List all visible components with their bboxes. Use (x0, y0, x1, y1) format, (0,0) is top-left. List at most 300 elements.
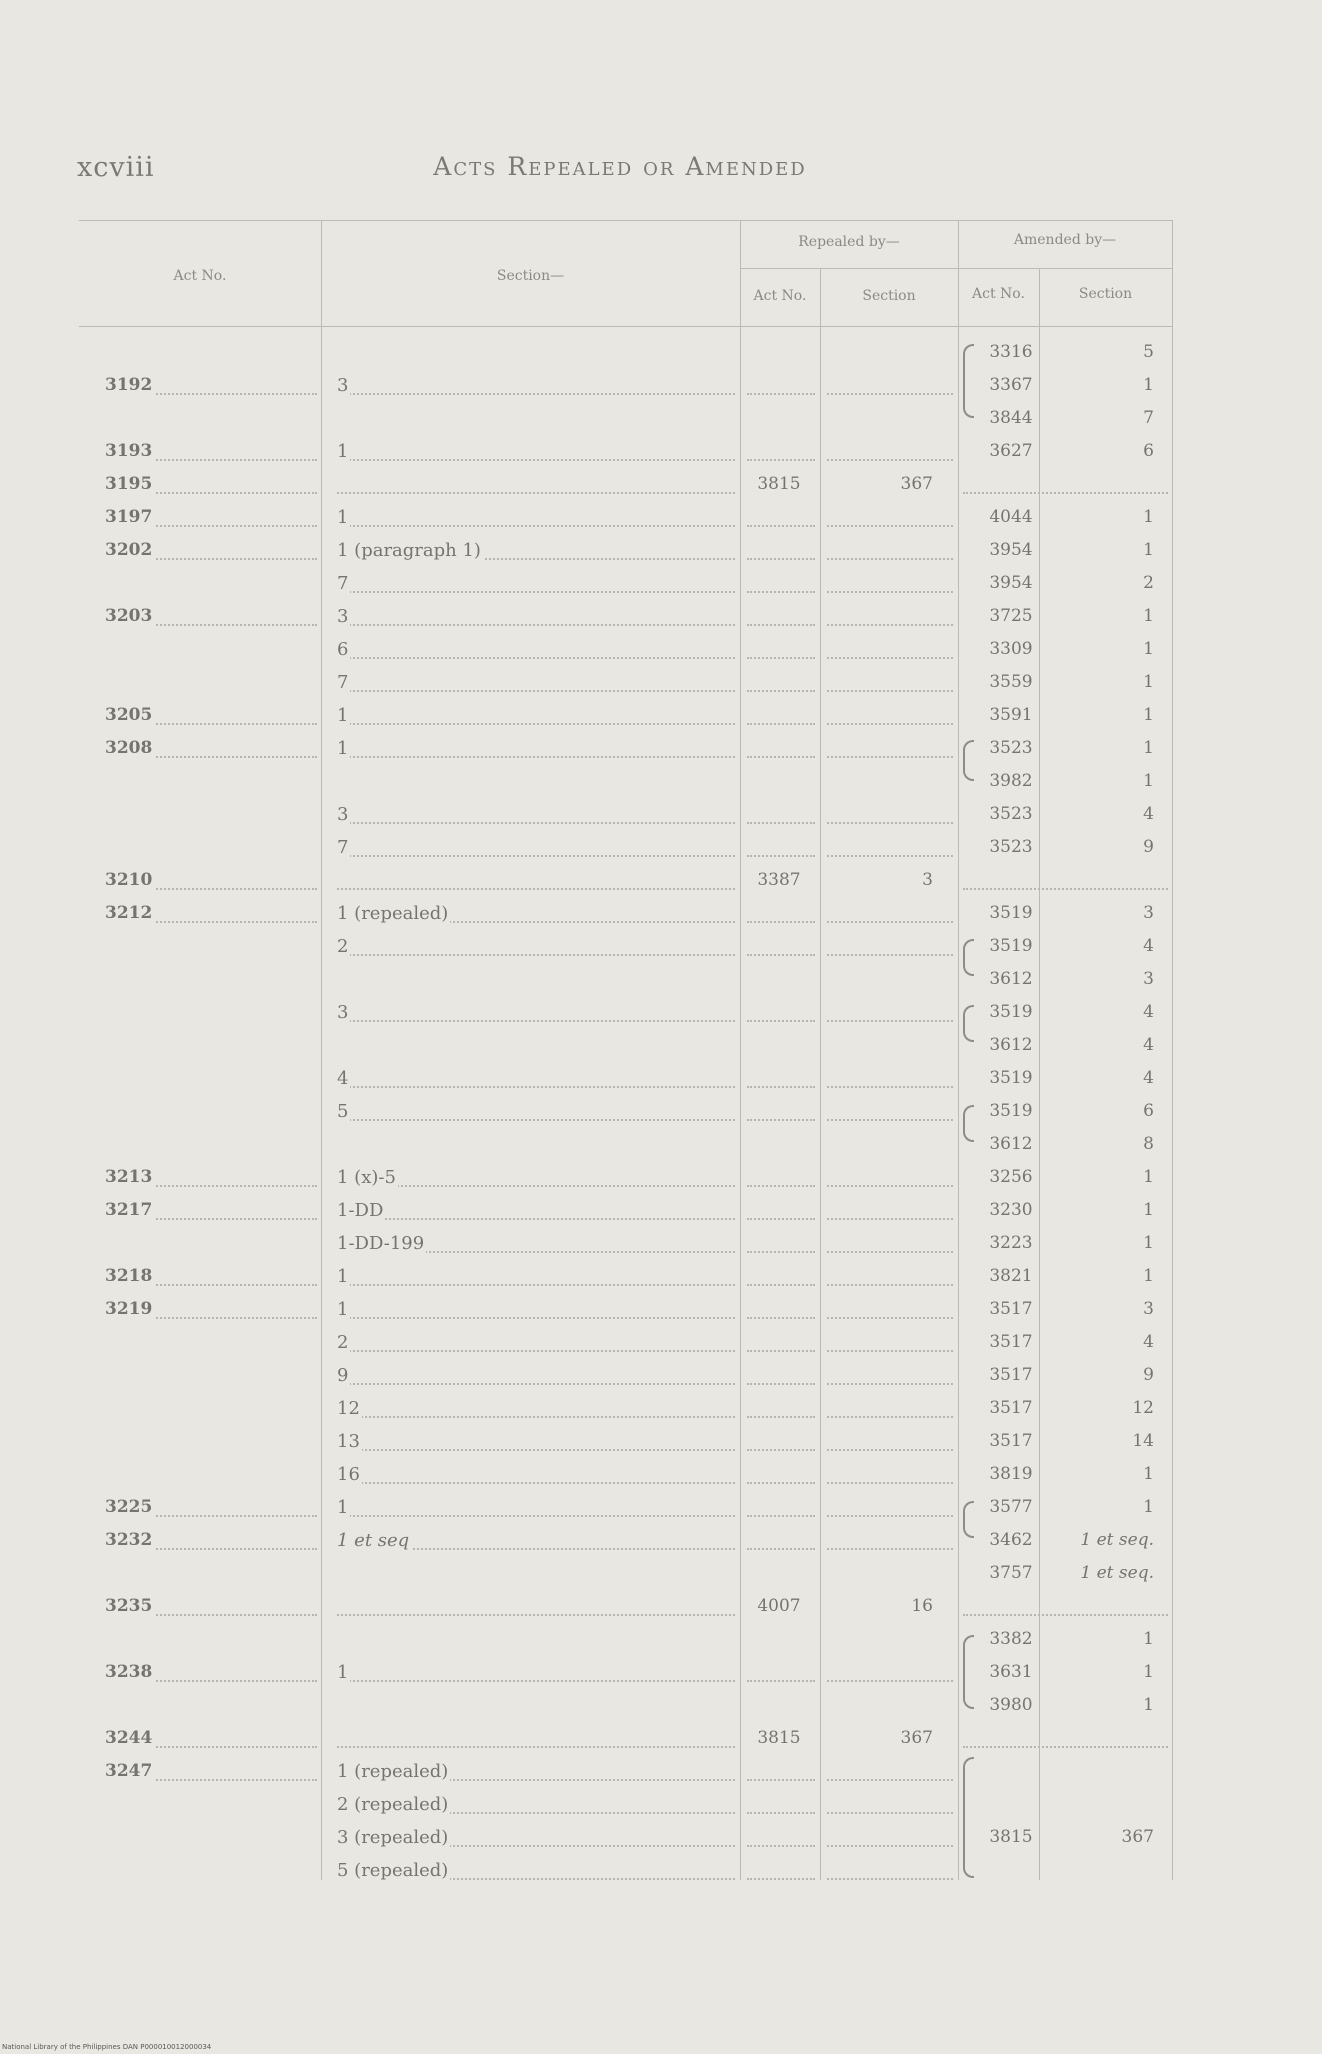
section-cell: 1 (paragraph 1) (337, 540, 481, 561)
dot-leader (827, 1350, 953, 1352)
dot-leader (827, 1515, 953, 1517)
table-row (79, 1823, 1173, 1856)
act-number: 3218 (105, 1266, 153, 1286)
dot-leader (827, 1317, 953, 1319)
section-cell: 9 (337, 1365, 349, 1386)
dot-leader (337, 1515, 735, 1517)
dot-leader (337, 1614, 735, 1616)
dot-leader (963, 1614, 1168, 1616)
table-row (79, 668, 1173, 701)
amended-section-cell: 4 (1143, 1002, 1154, 1022)
amended-section-cell: 3 (1143, 903, 1154, 923)
amended-act-cell: 3309 (989, 639, 1033, 659)
amended-section-cell: 1 (1143, 1200, 1154, 1220)
table-row (79, 1361, 1173, 1394)
section-cell: 3 (337, 1002, 349, 1023)
repealed-act-cell: 4007 (757, 1596, 801, 1616)
dot-leader (827, 1086, 953, 1088)
amended-act-cell: 3627 (989, 441, 1033, 461)
amended-act-cell: 3954 (989, 540, 1033, 560)
table-row (79, 734, 1173, 767)
dot-leader (827, 393, 953, 395)
amended-act-cell: 3316 (989, 342, 1033, 362)
amended-section-cell: 8 (1143, 1134, 1154, 1154)
amended-section-cell: 3 (1143, 969, 1154, 989)
dot-leader (337, 1482, 735, 1484)
act-number: 3235 (105, 1596, 153, 1616)
dot-leader (337, 1218, 735, 1220)
repealed-section-cell: 367 (900, 474, 933, 494)
table-row (79, 1394, 1173, 1427)
amended-act-cell: 3523 (989, 804, 1033, 824)
dot-leader (963, 1746, 1168, 1748)
table-row (79, 404, 1173, 437)
dot-leader (827, 1383, 953, 1385)
amended-section-cell: 4 (1143, 1068, 1154, 1088)
header-amended-section: Section (1078, 286, 1133, 302)
section-cell: 1 (337, 738, 349, 759)
group-brace (963, 1105, 974, 1142)
amended-act-cell: 3367 (989, 375, 1033, 395)
dot-leader (827, 1284, 953, 1286)
page-folio: xcviii (77, 152, 155, 183)
dot-leader (747, 1020, 815, 1022)
amended-section-cell: 1 (1143, 540, 1154, 560)
table-row (79, 1625, 1173, 1658)
section-cell: 1 (337, 1497, 349, 1518)
repealed-section-cell: 367 (900, 1728, 933, 1748)
dot-leader (827, 723, 953, 725)
header-section: Section— (496, 268, 565, 284)
dot-leader (337, 855, 735, 857)
amended-section-cell: 6 (1143, 441, 1154, 461)
dot-leader (747, 1845, 815, 1847)
amended-act-cell: 3519 (989, 1002, 1033, 1022)
header-amended-by: Amended by— (1013, 232, 1117, 248)
amended-act-cell: 3382 (989, 1629, 1033, 1649)
section-cell: 1 (repealed) (337, 903, 449, 924)
dot-leader (747, 1482, 815, 1484)
dot-leader (747, 1119, 815, 1121)
dot-leader (747, 1317, 815, 1319)
table-row (79, 1229, 1173, 1262)
section-cell: 1 (337, 705, 349, 726)
act-number: 3212 (105, 903, 153, 923)
section-cell: 1 et seq (337, 1530, 410, 1551)
dot-leader (747, 591, 815, 593)
amended-section-cell: 3 (1143, 1299, 1154, 1319)
amended-section-cell: 1 (1143, 1266, 1154, 1286)
dot-leader (337, 492, 735, 494)
dot-leader (827, 1548, 953, 1550)
amended-act-cell: 3230 (989, 1200, 1033, 1220)
amended-act-cell: 3517 (989, 1332, 1033, 1352)
section-cell: 7 (337, 837, 349, 858)
amended-section-cell: 1 (1143, 375, 1154, 395)
section-cell: 16 (337, 1464, 360, 1485)
section-cell: 2 (337, 936, 349, 957)
dot-leader (827, 591, 953, 593)
amended-act-cell: 3577 (989, 1497, 1033, 1517)
amended-act-cell: 3517 (989, 1299, 1033, 1319)
dot-leader (337, 1416, 735, 1418)
dot-leader (747, 1878, 815, 1880)
amended-section-cell: 1 (1143, 1233, 1154, 1253)
amended-section-cell: 4 (1143, 936, 1154, 956)
dot-leader (747, 1185, 815, 1187)
repealed-act-cell: 3815 (757, 1728, 801, 1748)
dot-leader (827, 822, 953, 824)
dot-leader (747, 1515, 815, 1517)
amended-act-cell: 3517 (989, 1365, 1033, 1385)
amended-section-cell: 4 (1143, 1332, 1154, 1352)
table-row (79, 1724, 1173, 1757)
table-row (79, 437, 1173, 470)
amended-section-cell: 4 (1143, 804, 1154, 824)
act-number: 3247 (105, 1761, 153, 1781)
dot-leader (827, 1218, 953, 1220)
dot-leader (827, 1119, 953, 1121)
dot-leader (827, 1878, 953, 1880)
header-act-no: Act No. (173, 268, 227, 284)
dot-leader (747, 1251, 815, 1253)
section-cell: 1 (x)-5 (337, 1167, 396, 1188)
table-row (79, 1064, 1173, 1097)
act-number: 3203 (105, 606, 153, 626)
dot-leader (827, 921, 953, 923)
amended-act-cell: 3256 (989, 1167, 1033, 1187)
dot-leader (827, 1416, 953, 1418)
footer-credit: National Library of the Philippines DAN P000010012000034 (2, 2043, 212, 2051)
amended-section-cell: 2 (1143, 573, 1154, 593)
amended-section-cell: 1 (1143, 1629, 1154, 1649)
dot-leader (827, 1185, 953, 1187)
table-row (79, 1460, 1173, 1493)
amended-section-cell: 9 (1143, 837, 1154, 857)
dot-leader (963, 888, 1168, 890)
amended-act-cell: 3631 (989, 1662, 1033, 1682)
act-number: 3217 (105, 1200, 153, 1220)
amended-act-cell: 3725 (989, 606, 1033, 626)
table-row (79, 1526, 1173, 1559)
dot-leader (747, 1350, 815, 1352)
amended-act-cell: 3519 (989, 936, 1033, 956)
dot-leader (337, 888, 735, 890)
header-repealed-by: Repealed by— (798, 234, 900, 250)
section-cell: 1-DD (337, 1200, 384, 1221)
act-number: 3244 (105, 1728, 153, 1748)
amended-section-cell: 9 (1143, 1365, 1154, 1385)
table-row (79, 1163, 1173, 1196)
table-row (79, 1856, 1173, 1889)
dot-leader (747, 1548, 815, 1550)
act-number: 3195 (105, 474, 153, 494)
table-row (79, 767, 1173, 800)
amended-section-cell: 367 (1121, 1827, 1154, 1847)
dot-leader (827, 756, 953, 758)
dot-leader (747, 756, 815, 758)
section-cell: 5 (337, 1101, 349, 1122)
amended-section-cell: 1 (1143, 1497, 1154, 1517)
amended-act-cell: 3523 (989, 738, 1033, 758)
section-cell: 2 (repealed) (337, 1794, 449, 1815)
dot-leader (337, 1383, 735, 1385)
dot-leader (827, 1779, 953, 1781)
table-row (79, 800, 1173, 833)
table-row (79, 536, 1173, 569)
dot-leader (337, 1020, 735, 1022)
amended-section-cell: 1 (1143, 771, 1154, 791)
dot-leader (827, 1812, 953, 1814)
table-row (79, 371, 1173, 404)
dot-leader (747, 1383, 815, 1385)
amended-section-cell: 14 (1132, 1431, 1154, 1451)
amended-act-cell: 3519 (989, 1068, 1033, 1088)
act-number: 3213 (105, 1167, 153, 1187)
dot-leader (337, 1284, 735, 1286)
section-cell: 3 (337, 375, 349, 396)
amended-act-cell: 3612 (989, 1134, 1033, 1154)
section-cell: 1 (337, 441, 349, 462)
amended-section-cell: 6 (1143, 1101, 1154, 1121)
dot-leader (827, 1680, 953, 1682)
table-row (79, 470, 1173, 503)
table-row (79, 1592, 1173, 1625)
dot-leader (827, 1020, 953, 1022)
table-row (79, 602, 1173, 635)
dot-leader (827, 657, 953, 659)
act-number: 3192 (105, 375, 153, 395)
dot-leader (747, 459, 815, 461)
dot-leader (747, 1218, 815, 1220)
section-cell: 3 (repealed) (337, 1827, 449, 1848)
dot-leader (747, 1779, 815, 1781)
table-row (79, 1559, 1173, 1592)
section-cell: 1 (337, 1266, 349, 1287)
table-row (79, 1031, 1173, 1064)
dot-leader (747, 393, 815, 395)
table-row (79, 998, 1173, 1031)
amended-act-cell: 3757 (989, 1563, 1033, 1583)
amended-act-cell: 3612 (989, 969, 1033, 989)
acts-table (79, 220, 1173, 1880)
dot-leader (747, 657, 815, 659)
act-number: 3210 (105, 870, 153, 890)
group-brace (963, 344, 974, 418)
dot-leader (337, 1086, 735, 1088)
dot-leader (337, 591, 735, 593)
amended-act-cell: 3844 (989, 408, 1033, 428)
amended-section-cell: 1 (1143, 738, 1154, 758)
amended-act-cell: 3223 (989, 1233, 1033, 1253)
section-cell: 3 (337, 804, 349, 825)
repealed-act-cell: 3815 (757, 474, 801, 494)
dot-leader (337, 723, 735, 725)
amended-act-cell: 3982 (989, 771, 1033, 791)
table-row (79, 899, 1173, 932)
group-brace (963, 1501, 974, 1538)
table-row (79, 866, 1173, 899)
dot-leader (747, 558, 815, 560)
group-brace (963, 1005, 974, 1042)
amended-act-cell: 3519 (989, 1101, 1033, 1121)
table-row (79, 569, 1173, 602)
table-row (79, 701, 1173, 734)
dot-leader (747, 822, 815, 824)
dot-leader (337, 1350, 735, 1352)
dot-leader (747, 1680, 815, 1682)
dot-leader (963, 492, 1168, 494)
amended-act-cell: 3462 (989, 1530, 1033, 1550)
dot-leader (827, 624, 953, 626)
section-cell: 1 (337, 1299, 349, 1320)
repealed-section-cell: 3 (922, 870, 933, 890)
group-brace (963, 740, 974, 781)
amended-section-cell: 1 (1143, 606, 1154, 626)
dot-leader (337, 1680, 735, 1682)
dot-leader (337, 459, 735, 461)
dot-leader (827, 954, 953, 956)
dot-leader (827, 525, 953, 527)
table-row (79, 635, 1173, 668)
table-row (79, 503, 1173, 536)
table-row (79, 1196, 1173, 1229)
dot-leader (337, 1746, 735, 1748)
amended-act-cell: 3517 (989, 1431, 1033, 1451)
amended-section-cell: 1 (1143, 507, 1154, 527)
repealed-act-cell: 3387 (757, 870, 801, 890)
dot-leader (747, 525, 815, 527)
amended-section-cell: 1 (1143, 1167, 1154, 1187)
amended-section-cell: 1 (1143, 1464, 1154, 1484)
act-number: 3208 (105, 738, 153, 758)
act-number: 3202 (105, 540, 153, 560)
amended-act-cell: 3559 (989, 672, 1033, 692)
dot-leader (747, 855, 815, 857)
table-row (79, 1262, 1173, 1295)
amended-section-cell: 1 (1143, 639, 1154, 659)
dot-leader (747, 954, 815, 956)
section-cell: 5 (repealed) (337, 1860, 449, 1881)
section-cell: 12 (337, 1398, 360, 1419)
dot-leader (827, 855, 953, 857)
amended-section-cell: 1 (1143, 705, 1154, 725)
section-cell: 2 (337, 1332, 349, 1353)
group-brace (963, 1635, 974, 1709)
amended-section-cell: 12 (1132, 1398, 1154, 1418)
table-row (79, 1427, 1173, 1460)
section-cell: 13 (337, 1431, 360, 1452)
amended-act-cell: 3523 (989, 837, 1033, 857)
amended-section-cell: 1 et seq. (1080, 1530, 1154, 1550)
table-row (79, 1328, 1173, 1361)
header-amended-act-no: Act No. (972, 286, 1025, 302)
table-row (79, 965, 1173, 998)
table-row (79, 932, 1173, 965)
dot-leader (827, 1251, 953, 1253)
table-row (79, 1295, 1173, 1328)
dot-leader (337, 525, 735, 527)
amended-act-cell: 3517 (989, 1398, 1033, 1418)
table-row (79, 1790, 1173, 1823)
table-row (79, 1757, 1173, 1790)
dot-leader (747, 723, 815, 725)
table-row (79, 338, 1173, 371)
section-cell: 1-DD-199 (337, 1233, 425, 1254)
dot-leader (337, 690, 735, 692)
dot-leader (747, 921, 815, 923)
dot-leader (337, 624, 735, 626)
amended-section-cell: 5 (1143, 342, 1154, 362)
header-repealed-act-no: Act No. (753, 288, 807, 304)
table-row (79, 1493, 1173, 1526)
act-number: 3197 (105, 507, 153, 527)
amended-act-cell: 3819 (989, 1464, 1033, 1484)
dot-leader (827, 1482, 953, 1484)
running-title: Acts Repealed or Amended (433, 152, 807, 181)
dot-leader (827, 558, 953, 560)
dot-leader (747, 1284, 815, 1286)
amended-act-cell: 3815 (989, 1827, 1033, 1847)
table-row (79, 1658, 1173, 1691)
amended-act-cell: 3591 (989, 705, 1033, 725)
dot-leader (747, 690, 815, 692)
amended-section-cell: 1 (1143, 1695, 1154, 1715)
dot-leader (827, 690, 953, 692)
dot-leader (337, 657, 735, 659)
dot-leader (337, 1449, 735, 1451)
repealed-section-cell: 16 (911, 1596, 933, 1616)
amended-act-cell: 3821 (989, 1266, 1033, 1286)
table-row (79, 1130, 1173, 1163)
act-number: 3238 (105, 1662, 153, 1682)
dot-leader (827, 1845, 953, 1847)
dot-leader (337, 393, 735, 395)
section-cell: 1 (repealed) (337, 1761, 449, 1782)
dot-leader (747, 1449, 815, 1451)
table-row (79, 833, 1173, 866)
amended-act-cell: 4044 (989, 507, 1033, 527)
dot-leader (337, 954, 735, 956)
amended-section-cell: 1 (1143, 672, 1154, 692)
act-number: 3232 (105, 1530, 153, 1550)
act-number: 3205 (105, 705, 153, 725)
dot-leader (747, 624, 815, 626)
table-row (79, 1691, 1173, 1724)
amended-act-cell: 3519 (989, 903, 1033, 923)
section-cell: 3 (337, 606, 349, 627)
section-cell: 7 (337, 672, 349, 693)
dot-leader (827, 459, 953, 461)
dot-leader (747, 1812, 815, 1814)
dot-leader (337, 1119, 735, 1121)
act-number: 3225 (105, 1497, 153, 1517)
amended-act-cell: 3954 (989, 573, 1033, 593)
amended-act-cell: 3980 (989, 1695, 1033, 1715)
group-brace (963, 1757, 974, 1878)
amended-section-cell: 1 (1143, 1662, 1154, 1682)
section-cell: 1 (337, 1662, 349, 1683)
table-row (79, 1097, 1173, 1130)
section-cell: 7 (337, 573, 349, 594)
section-cell: 6 (337, 639, 349, 660)
section-cell: 1 (337, 507, 349, 528)
dot-leader (747, 1416, 815, 1418)
amended-section-cell: 4 (1143, 1035, 1154, 1055)
dot-leader (337, 756, 735, 758)
dot-leader (337, 822, 735, 824)
amended-section-cell: 1 et seq. (1080, 1563, 1154, 1583)
